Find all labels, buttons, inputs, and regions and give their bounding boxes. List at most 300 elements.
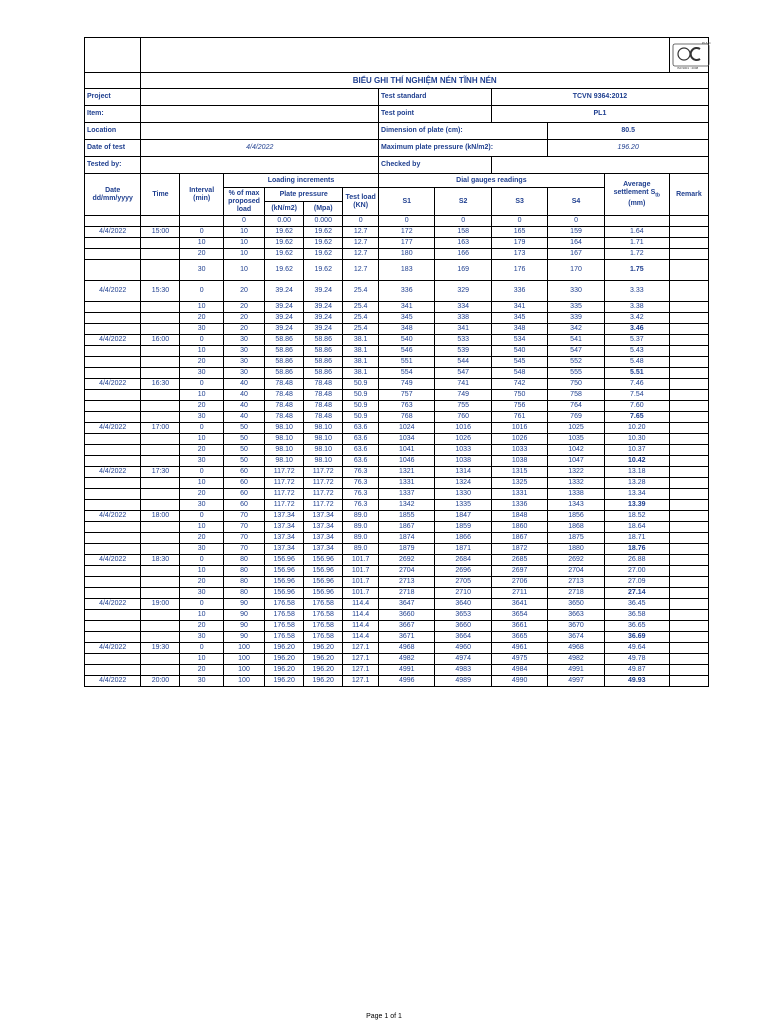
cell-knm2: 156.96 bbox=[265, 577, 304, 588]
cell-s2: 1847 bbox=[435, 511, 491, 522]
cell-pct: 30 bbox=[223, 368, 264, 379]
cell-avg: 3.33 bbox=[604, 281, 669, 302]
header-pct-max: % of max proposed load bbox=[223, 188, 264, 216]
cell-s3: 173 bbox=[491, 249, 547, 260]
cell-s3: 1872 bbox=[491, 544, 547, 555]
cell-s3: 761 bbox=[491, 412, 547, 423]
cell-s4: 159 bbox=[548, 227, 604, 238]
cell-remark bbox=[669, 665, 708, 676]
cell-s1: 177 bbox=[379, 238, 435, 249]
cell-load: 50.9 bbox=[343, 412, 379, 423]
cell-pct: 70 bbox=[223, 522, 264, 533]
cell-s3: 1038 bbox=[491, 456, 547, 467]
cell-date: 4/4/2022 bbox=[85, 676, 141, 687]
cell-time bbox=[141, 346, 180, 357]
cell-mpa: 176.58 bbox=[304, 621, 343, 632]
cell-date bbox=[85, 588, 141, 599]
cell-s1: 3671 bbox=[379, 632, 435, 643]
cell-s2: 539 bbox=[435, 346, 491, 357]
cell-date bbox=[85, 313, 141, 324]
cell-s2: 2684 bbox=[435, 555, 491, 566]
cell-avg: 7.54 bbox=[604, 390, 669, 401]
cell-mpa: 196.20 bbox=[304, 676, 343, 687]
cell-knm2: 137.34 bbox=[265, 533, 304, 544]
cell-load: 114.4 bbox=[343, 632, 379, 643]
cell-remark bbox=[669, 434, 708, 445]
header-knm2: (kN/m2) bbox=[265, 202, 304, 216]
cell-s3: 4961 bbox=[491, 643, 547, 654]
cell-mpa: 176.58 bbox=[304, 610, 343, 621]
cell-interval: 30 bbox=[180, 588, 223, 599]
checked-by-value bbox=[491, 157, 708, 174]
cell-interval: 30 bbox=[180, 324, 223, 335]
cell-interval: 20 bbox=[180, 577, 223, 588]
cell-load: 63.6 bbox=[343, 434, 379, 445]
cell-s4: 3670 bbox=[548, 621, 604, 632]
cell-s1: 749 bbox=[379, 379, 435, 390]
cell-s4: 4991 bbox=[548, 665, 604, 676]
cell-interval: 10 bbox=[180, 434, 223, 445]
header-dial-gauges: Dial gauges readings bbox=[379, 174, 605, 188]
cell-mpa: 156.96 bbox=[304, 588, 343, 599]
cell-avg: 49.87 bbox=[604, 665, 669, 676]
cell-knm2: 19.62 bbox=[265, 227, 304, 238]
cell-pct: 70 bbox=[223, 544, 264, 555]
cell-remark bbox=[669, 533, 708, 544]
date-of-test-value: 4/4/2022 bbox=[141, 140, 379, 157]
location-value bbox=[141, 123, 379, 140]
cell-s2: 4983 bbox=[435, 665, 491, 676]
cell-interval: 30 bbox=[180, 368, 223, 379]
cell-remark bbox=[669, 379, 708, 390]
cell-remark bbox=[669, 368, 708, 379]
cell-s3: 1331 bbox=[491, 489, 547, 500]
cell-interval: 10 bbox=[180, 522, 223, 533]
cell-avg: 10.42 bbox=[604, 456, 669, 467]
cell-date bbox=[85, 456, 141, 467]
cell-time: 20:00 bbox=[141, 676, 180, 687]
cell-knm2: 117.72 bbox=[265, 478, 304, 489]
cell-s2: 338 bbox=[435, 313, 491, 324]
cell-interval: 10 bbox=[180, 654, 223, 665]
cell-s2: 158 bbox=[435, 227, 491, 238]
cell-s2: 760 bbox=[435, 412, 491, 423]
cell-avg: 26.88 bbox=[604, 555, 669, 566]
cell-load: 76.3 bbox=[343, 467, 379, 478]
cell-date bbox=[85, 654, 141, 665]
cell-avg: 13.18 bbox=[604, 467, 669, 478]
cell-date bbox=[85, 357, 141, 368]
cell-pct: 90 bbox=[223, 632, 264, 643]
cell-date: 4/4/2022 bbox=[85, 599, 141, 610]
header-s1: S1 bbox=[379, 188, 435, 216]
table-row bbox=[85, 533, 709, 544]
cell-pct: 40 bbox=[223, 412, 264, 423]
cell-interval: 20 bbox=[180, 401, 223, 412]
cell-knm2: 58.86 bbox=[265, 346, 304, 357]
cell-s2: 4974 bbox=[435, 654, 491, 665]
cell-time bbox=[141, 478, 180, 489]
cell-s3: 165 bbox=[491, 227, 547, 238]
cell-date bbox=[85, 249, 141, 260]
cell-knm2: 176.58 bbox=[265, 632, 304, 643]
cell-load: 114.4 bbox=[343, 610, 379, 621]
cell-time bbox=[141, 445, 180, 456]
cell-s3: 4975 bbox=[491, 654, 547, 665]
cell-mpa: 98.10 bbox=[304, 434, 343, 445]
cell-s2: 2696 bbox=[435, 566, 491, 577]
cell-date bbox=[85, 500, 141, 511]
table-row bbox=[85, 489, 709, 500]
logo-caption: IS0 9001 : 2008 bbox=[676, 66, 699, 70]
cell-s4: 1035 bbox=[548, 434, 604, 445]
cell-pct: 100 bbox=[223, 665, 264, 676]
cell-knm2: 98.10 bbox=[265, 445, 304, 456]
cell-interval: 10 bbox=[180, 238, 223, 249]
cell-avg: 3.38 bbox=[604, 302, 669, 313]
cell-s3: 345 bbox=[491, 313, 547, 324]
cell-avg: 7.46 bbox=[604, 379, 669, 390]
cell-time bbox=[141, 665, 180, 676]
cell-s4: 1338 bbox=[548, 489, 604, 500]
cell-s4: 330 bbox=[548, 281, 604, 302]
table-row bbox=[85, 401, 709, 412]
cell-s2: 3640 bbox=[435, 599, 491, 610]
cell-knm2: 19.62 bbox=[265, 238, 304, 249]
cell bbox=[85, 216, 141, 227]
cell-remark bbox=[669, 346, 708, 357]
cell-date bbox=[85, 544, 141, 555]
cell-knm2: 0.00 bbox=[265, 216, 304, 227]
cell-avg: 5.37 bbox=[604, 335, 669, 346]
table-row bbox=[85, 379, 709, 390]
cell-time bbox=[141, 610, 180, 621]
cell-knm2: 78.48 bbox=[265, 379, 304, 390]
cell bbox=[180, 216, 223, 227]
cell-time bbox=[141, 302, 180, 313]
cell-s1: 540 bbox=[379, 335, 435, 346]
cell-s2: 3664 bbox=[435, 632, 491, 643]
cell-remark bbox=[669, 238, 708, 249]
cell-load: 89.0 bbox=[343, 533, 379, 544]
cell-remark bbox=[669, 654, 708, 665]
cell-avg: 27.00 bbox=[604, 566, 669, 577]
cell-s2: 2705 bbox=[435, 577, 491, 588]
cell-load: 127.1 bbox=[343, 654, 379, 665]
cell-mpa: 58.86 bbox=[304, 357, 343, 368]
cell-s3: 2706 bbox=[491, 577, 547, 588]
cell-load: 12.7 bbox=[343, 260, 379, 281]
table-row bbox=[85, 346, 709, 357]
cell-s1: 4968 bbox=[379, 643, 435, 654]
cell-knm2: 137.34 bbox=[265, 522, 304, 533]
test-point-label: Test point bbox=[379, 106, 492, 123]
cell-pct: 40 bbox=[223, 401, 264, 412]
cell-avg: 5.51 bbox=[604, 368, 669, 379]
header-time: Time bbox=[141, 174, 180, 216]
cell-remark bbox=[669, 522, 708, 533]
location-label: Location bbox=[85, 123, 141, 140]
cell-s1: 546 bbox=[379, 346, 435, 357]
cell-interval: 20 bbox=[180, 489, 223, 500]
test-standard-label: Test standard bbox=[379, 89, 492, 106]
cell-mpa: 39.24 bbox=[304, 313, 343, 324]
cell-mpa: 0.000 bbox=[304, 216, 343, 227]
cell-s4: 555 bbox=[548, 368, 604, 379]
cell-pct: 70 bbox=[223, 533, 264, 544]
cell-s1: 2718 bbox=[379, 588, 435, 599]
cell-remark bbox=[669, 423, 708, 434]
cell-remark bbox=[669, 357, 708, 368]
cell-s2: 1859 bbox=[435, 522, 491, 533]
cell-avg: 18.71 bbox=[604, 533, 669, 544]
tested-by-value bbox=[141, 157, 379, 174]
cell-knm2: 39.24 bbox=[265, 302, 304, 313]
logo-cell-middle bbox=[141, 38, 669, 73]
cell-s1: 1046 bbox=[379, 456, 435, 467]
cell-s4: 342 bbox=[548, 324, 604, 335]
cell-time bbox=[141, 238, 180, 249]
cell-s3: 1315 bbox=[491, 467, 547, 478]
cell-date bbox=[85, 324, 141, 335]
cell-knm2: 196.20 bbox=[265, 676, 304, 687]
cell-mpa: 156.96 bbox=[304, 555, 343, 566]
cell-interval: 20 bbox=[180, 665, 223, 676]
cell-date: 4/4/2022 bbox=[85, 281, 141, 302]
cell-interval: 0 bbox=[180, 379, 223, 390]
cell-date bbox=[85, 533, 141, 544]
cell-pct: 80 bbox=[223, 566, 264, 577]
cell-s2: 1026 bbox=[435, 434, 491, 445]
cell-s4: 4968 bbox=[548, 643, 604, 654]
cell-mpa: 117.72 bbox=[304, 467, 343, 478]
cell-knm2: 156.96 bbox=[265, 588, 304, 599]
cell-load: 25.4 bbox=[343, 313, 379, 324]
test-record-table bbox=[84, 37, 709, 687]
cell-interval: 30 bbox=[180, 412, 223, 423]
cell bbox=[141, 216, 180, 227]
cell-s4: 2704 bbox=[548, 566, 604, 577]
cell-interval: 30 bbox=[180, 632, 223, 643]
cell-pct: 70 bbox=[223, 511, 264, 522]
table-row bbox=[85, 478, 709, 489]
cell-mpa: 176.58 bbox=[304, 632, 343, 643]
cell-s3: 0 bbox=[491, 216, 547, 227]
cell-load: 0 bbox=[343, 216, 379, 227]
cell-pct: 100 bbox=[223, 654, 264, 665]
cell-s3: 1848 bbox=[491, 511, 547, 522]
cell-s3: 1016 bbox=[491, 423, 547, 434]
cell-time: 17:00 bbox=[141, 423, 180, 434]
cell-pct: 90 bbox=[223, 610, 264, 621]
logo-top-text: PL/HC bbox=[701, 41, 711, 45]
cell-mpa: 156.96 bbox=[304, 577, 343, 588]
cell-s1: 2704 bbox=[379, 566, 435, 577]
cell-time bbox=[141, 434, 180, 445]
cell-mpa: 78.48 bbox=[304, 379, 343, 390]
test-point-value: PL1 bbox=[491, 106, 708, 123]
cell-date bbox=[85, 566, 141, 577]
cell-interval: 10 bbox=[180, 346, 223, 357]
cell-s3: 2711 bbox=[491, 588, 547, 599]
cell-load: 63.6 bbox=[343, 445, 379, 456]
cell-s1: 4991 bbox=[379, 665, 435, 676]
cell-s4: 1322 bbox=[548, 467, 604, 478]
cell-mpa: 196.20 bbox=[304, 643, 343, 654]
table-row bbox=[85, 260, 709, 281]
cell-s3: 179 bbox=[491, 238, 547, 249]
cell-knm2: 19.62 bbox=[265, 260, 304, 281]
cell-s2: 1314 bbox=[435, 467, 491, 478]
cell-s1: 1874 bbox=[379, 533, 435, 544]
cell-s4: 1856 bbox=[548, 511, 604, 522]
cell-load: 63.6 bbox=[343, 456, 379, 467]
cell-knm2: 39.24 bbox=[265, 281, 304, 302]
cell-s4: 1047 bbox=[548, 456, 604, 467]
dimension-value: 80.5 bbox=[548, 123, 709, 140]
table-row bbox=[85, 577, 709, 588]
cell-load: 76.3 bbox=[343, 500, 379, 511]
cell-knm2: 117.72 bbox=[265, 467, 304, 478]
table-row bbox=[85, 621, 709, 632]
cell-pct: 60 bbox=[223, 467, 264, 478]
cell-s1: 348 bbox=[379, 324, 435, 335]
cell-s4: 335 bbox=[548, 302, 604, 313]
cell-mpa: 117.72 bbox=[304, 489, 343, 500]
header-average-settlement: Average settlement $S_{tb}$ (mm) bbox=[604, 174, 669, 216]
table-row bbox=[85, 610, 709, 621]
cell-s1: 180 bbox=[379, 249, 435, 260]
cell-date: 4/4/2022 bbox=[85, 423, 141, 434]
cell-remark bbox=[669, 577, 708, 588]
cell-s3: 176 bbox=[491, 260, 547, 281]
cell-s2: 1330 bbox=[435, 489, 491, 500]
cell-pct: 60 bbox=[223, 478, 264, 489]
cell-remark bbox=[669, 489, 708, 500]
cell-time: 16:30 bbox=[141, 379, 180, 390]
cell-load: 63.6 bbox=[343, 423, 379, 434]
cell-s4: 1332 bbox=[548, 478, 604, 489]
cell-load: 89.0 bbox=[343, 544, 379, 555]
cell-mpa: 58.86 bbox=[304, 335, 343, 346]
table-row bbox=[85, 238, 709, 249]
cell-avg: 3.42 bbox=[604, 313, 669, 324]
cell-knm2: 117.72 bbox=[265, 500, 304, 511]
cell-s1: 183 bbox=[379, 260, 435, 281]
cell-s4: 164 bbox=[548, 238, 604, 249]
cell-mpa: 137.34 bbox=[304, 522, 343, 533]
cell-s1: 2692 bbox=[379, 555, 435, 566]
cell-s1: 1024 bbox=[379, 423, 435, 434]
cell-interval: 10 bbox=[180, 302, 223, 313]
cell-s3: 1033 bbox=[491, 445, 547, 456]
cell-date bbox=[85, 434, 141, 445]
cell-load: 38.1 bbox=[343, 357, 379, 368]
sheet-title: BIỂU GHI THÍ NGHIỆM NÉN TĨNH NÉN bbox=[141, 73, 709, 89]
cell-load: 50.9 bbox=[343, 379, 379, 390]
cell-interval: 0 bbox=[180, 467, 223, 478]
cell-s1: 1321 bbox=[379, 467, 435, 478]
cell-s2: 1016 bbox=[435, 423, 491, 434]
cell-interval: 0 bbox=[180, 555, 223, 566]
cell-s2: 2710 bbox=[435, 588, 491, 599]
cell-remark bbox=[669, 555, 708, 566]
cell-time: 17:30 bbox=[141, 467, 180, 478]
cell-s4: 0 bbox=[548, 216, 604, 227]
cell-pct: 40 bbox=[223, 390, 264, 401]
cell-load: 38.1 bbox=[343, 346, 379, 357]
cell-load: 12.7 bbox=[343, 238, 379, 249]
cell-time bbox=[141, 522, 180, 533]
cell-knm2: 156.96 bbox=[265, 566, 304, 577]
cell-load: 127.1 bbox=[343, 665, 379, 676]
cell-interval: 30 bbox=[180, 456, 223, 467]
header-plate-pressure: Plate pressure bbox=[265, 188, 343, 202]
cell-load: 25.4 bbox=[343, 324, 379, 335]
cell-avg: 1.71 bbox=[604, 238, 669, 249]
cell-s3: 4984 bbox=[491, 665, 547, 676]
cell-load: 25.4 bbox=[343, 281, 379, 302]
cell-s2: 1324 bbox=[435, 478, 491, 489]
cell-pct: 90 bbox=[223, 599, 264, 610]
cell-remark bbox=[669, 216, 708, 227]
cell-s2: 547 bbox=[435, 368, 491, 379]
cell-remark bbox=[669, 566, 708, 577]
cell-remark bbox=[669, 643, 708, 654]
cell-s3: 534 bbox=[491, 335, 547, 346]
cell-remark bbox=[669, 281, 708, 302]
cell-date bbox=[85, 610, 141, 621]
cell-s3: 742 bbox=[491, 379, 547, 390]
cell-time bbox=[141, 313, 180, 324]
cell-s3: 3641 bbox=[491, 599, 547, 610]
cell-mpa: 39.24 bbox=[304, 324, 343, 335]
cell-load: 38.1 bbox=[343, 335, 379, 346]
cell-remark bbox=[669, 313, 708, 324]
cell-pct: 10 bbox=[223, 227, 264, 238]
table-row bbox=[85, 599, 709, 610]
cell-pct: 80 bbox=[223, 577, 264, 588]
cell-time bbox=[141, 368, 180, 379]
cell-pct: 50 bbox=[223, 423, 264, 434]
cell-pct: 10 bbox=[223, 238, 264, 249]
cell-time bbox=[141, 324, 180, 335]
cell-avg: 36.58 bbox=[604, 610, 669, 621]
cell-avg: 27.14 bbox=[604, 588, 669, 599]
cell-interval: 10 bbox=[180, 566, 223, 577]
table-row bbox=[85, 676, 709, 687]
cell-avg: 18.64 bbox=[604, 522, 669, 533]
cell-remark bbox=[669, 544, 708, 555]
table-row bbox=[85, 544, 709, 555]
cell-s4: 1025 bbox=[548, 423, 604, 434]
cell-date: 4/4/2022 bbox=[85, 555, 141, 566]
cell-date bbox=[85, 522, 141, 533]
cell-remark bbox=[669, 621, 708, 632]
cell-s1: 1867 bbox=[379, 522, 435, 533]
cell-s3: 336 bbox=[491, 281, 547, 302]
cell-avg: 1.72 bbox=[604, 249, 669, 260]
cell-s1: 4982 bbox=[379, 654, 435, 665]
cell-date bbox=[85, 238, 141, 249]
cell-s2: 169 bbox=[435, 260, 491, 281]
cell-load: 25.4 bbox=[343, 302, 379, 313]
cell-s1: 336 bbox=[379, 281, 435, 302]
page-footer: Page 1 of 1 bbox=[366, 1013, 402, 1020]
table-row bbox=[85, 643, 709, 654]
cell-s4: 4982 bbox=[548, 654, 604, 665]
header-s2: S2 bbox=[435, 188, 491, 216]
